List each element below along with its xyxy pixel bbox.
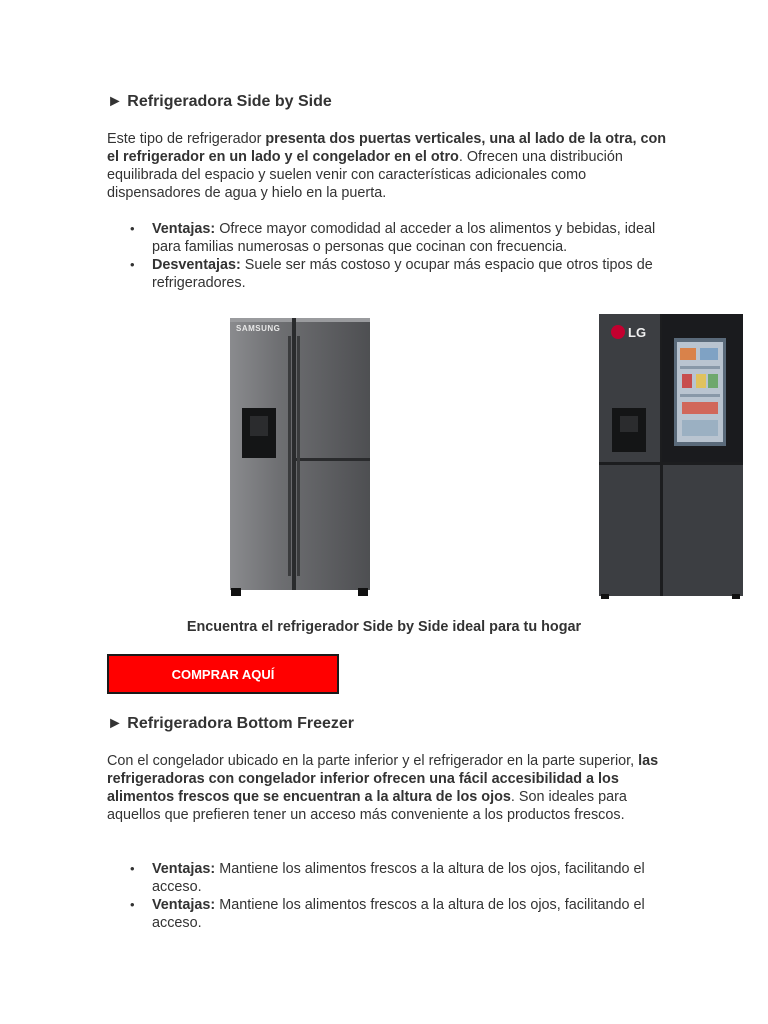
description-bold-text: presenta dos puertas verticales, una al lado de la otra, con el refrigerador en un lado y el congelador en el otro (107, 131, 667, 165)
side-by-side-description (107, 130, 667, 202)
side-by-side-pros-cons-list (152, 220, 672, 292)
list-item (152, 220, 672, 256)
list-item-label: Ventajas: (152, 861, 216, 877)
list-item-label: Desventajas: (152, 257, 241, 273)
list-item (152, 860, 672, 896)
list-item-label: Ventajas: (152, 221, 216, 237)
bottom-freezer-pros-list (152, 860, 672, 932)
buy-here-button[interactable]: COMPRAR AQUÍ (107, 654, 339, 694)
samsung-fridge-image (228, 316, 372, 598)
lg-logo-text: LG (628, 325, 647, 340)
list-item-text: Ofrece mayor comodidad al acceder a los alimentos y bebidas, ideal para familias numerosas o personas que cocinan con frecuencia. (152, 221, 656, 255)
list-item-text: Mantiene los alimentos frescos a la altura de los ojos, facilitando el acceso. (152, 861, 645, 895)
description-text: . Ofrecen una distribución equilibrada del espacio y suelen venir con características adicionales como dispensadores de agua y hielo en la puerta. (107, 149, 623, 201)
lg-logo-icon (611, 325, 625, 339)
lg-fridge-image (598, 312, 744, 600)
description-text: . Son ideales para aquellos que prefieren tener un acceso más conveniente a los productos frescos. (107, 789, 627, 823)
bottom-freezer-description (107, 752, 667, 824)
list-item (152, 896, 672, 932)
section-title-side-by-side: ► Refrigeradora Side by Side (107, 93, 332, 110)
description-bold-text: las refrigeradoras con congelador inferior ofrecen una fácil accesibilidad a los alimentos frescos que se encuentran a la altura de los ojos (107, 753, 659, 805)
samsung-logo-text: SAMSUNG (236, 324, 281, 333)
side-by-side-caption: Encuentra el refrigerador Side by Side ideal para tu hogar (186, 619, 582, 635)
list-item (152, 256, 672, 292)
description-text: Con el congelador ubicado en la parte inferior y el refrigerador en la parte superior, (107, 753, 639, 769)
list-item-label: Ventajas: (152, 897, 216, 913)
description-text: Este tipo de refrigerador (107, 131, 266, 147)
list-item-text: Suele ser más costoso y ocupar más espacio que otros tipos de refrigeradores. (152, 257, 653, 291)
list-item-text: Mantiene los alimentos frescos a la altura de los ojos, facilitando el acceso. (152, 897, 645, 931)
section-title-bottom-freezer: ► Refrigeradora Bottom Freezer (107, 715, 354, 732)
